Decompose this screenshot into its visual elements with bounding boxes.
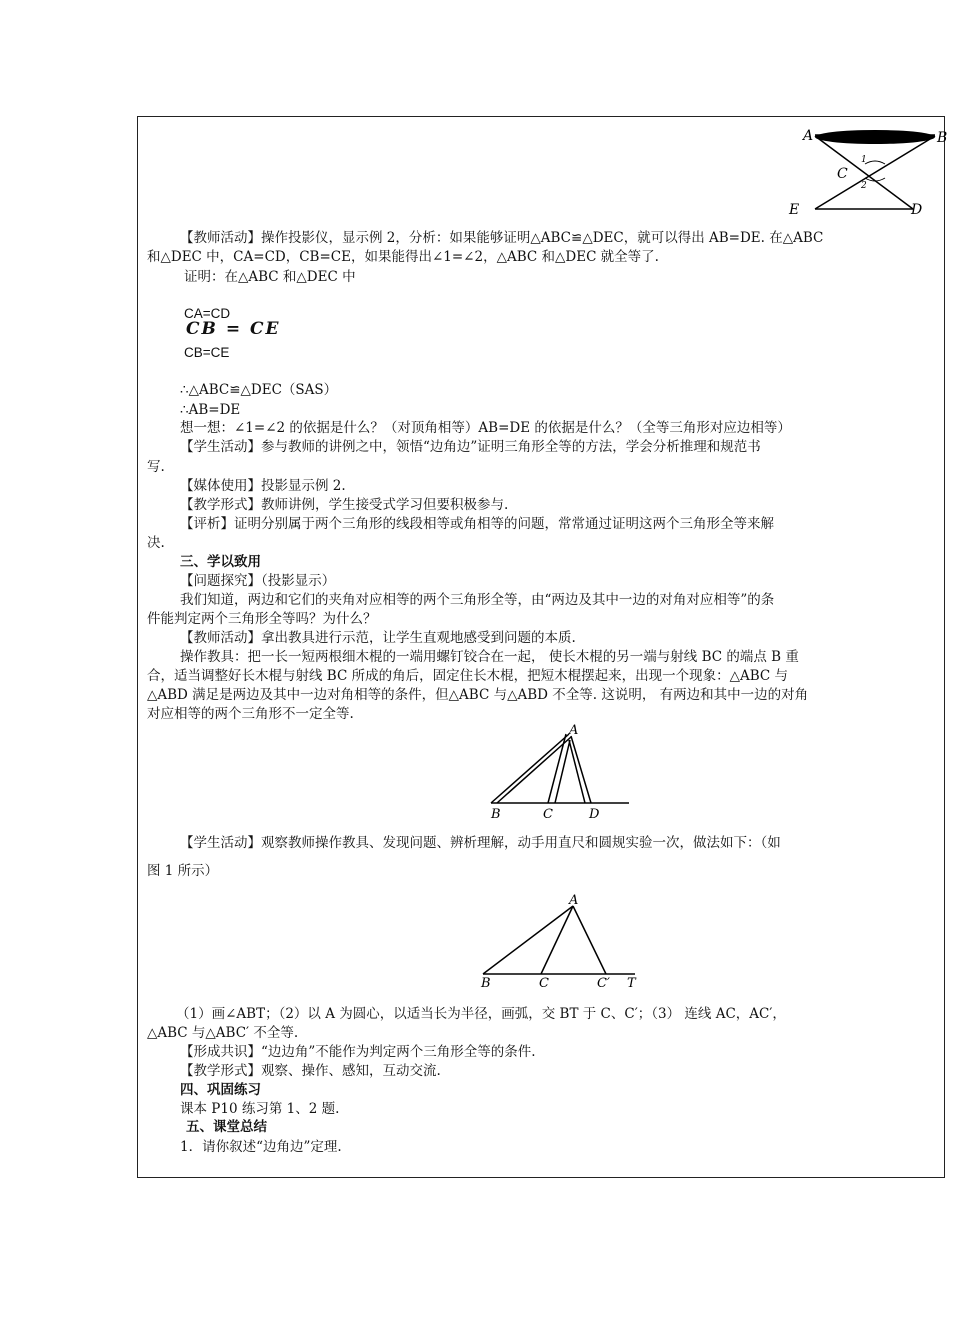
- fig2-label-d: D: [589, 807, 600, 822]
- paragraph: 合，适当调整好长木棍与射线 BC 所成的角后，固定住长木棍，把短木棍摆起来，出现一个现象：△ABC 与: [147, 668, 789, 684]
- paragraph: △ABC 与△ABC′ 不全等.: [147, 1025, 299, 1041]
- equation: CA=CD: [184, 306, 231, 321]
- figure-construction-abt: [473, 892, 648, 991]
- section-heading: 四、巩固练习: [180, 1082, 261, 1098]
- fig2-label-c: C: [543, 807, 553, 822]
- conclusion: ∴△ABC≌△DEC（SAS）: [180, 382, 338, 398]
- fig3-label-c: C: [539, 976, 549, 991]
- fig1-label-a: A: [803, 128, 814, 144]
- fig1-angle-1: 1: [861, 155, 867, 165]
- equation-math: CB = CE: [186, 319, 281, 339]
- paragraph: （1）画∠ABT；（2）以 A 为圆心，以适当长为半径，画弧，交 BT 于 C、C′；（3） 连线 AC，AC′，: [176, 1006, 786, 1022]
- fig2-label-a: A: [569, 723, 579, 738]
- paragraph: 【教师活动】拿出教具进行示范，让学生直观地感受到问题的本质.: [180, 630, 576, 646]
- paragraph: 课本 P10 练习第 1、2 题.: [180, 1101, 340, 1117]
- equation: CB=CE: [184, 345, 230, 360]
- paragraph: 【形成共识】“边边角”不能作为判定两个三角形全等的条件.: [180, 1044, 536, 1060]
- paragraph: 【教学形式】教师讲例，学生接受式学习但要积极参与.: [180, 497, 509, 513]
- fig1-label-d: D: [911, 202, 923, 218]
- section-heading: 三、学以致用: [180, 554, 261, 570]
- figure-sticks-abd: [483, 722, 643, 822]
- paragraph: 写.: [147, 459, 165, 475]
- fig3-label-t: T: [627, 976, 636, 991]
- paragraph: 【学生活动】参与教师的讲例之中，领悟“边角边”证明三角形全等的方法，学会分析推理和规范书: [180, 439, 761, 455]
- paragraph: 操作教具：把一长一短两根细木棍的一端用螺钉铰合在一起， 使长木棍的另一端与射线 BC 的端点 B 重: [180, 649, 799, 665]
- fig3-label-a: A: [569, 893, 579, 908]
- paragraph: 想一想：∠1=∠2 的依据是什么？（对顶角相等）AB=DE 的依据是什么？（全等三角形对应边相等）: [180, 420, 791, 436]
- fig1-angle-2: 2: [861, 181, 867, 191]
- fig1-label-b: B: [937, 130, 948, 146]
- fig1-label-c: C: [837, 166, 848, 182]
- paragraph: 【教师活动】操作投影仪，显示例 2，分析：如果能够证明△ABC≌△DEC，就可以得出 AB=DE. 在△ABC: [180, 230, 824, 246]
- paragraph: 件能判定两个三角形全等吗？为什么？: [147, 611, 377, 627]
- fig3-label-b: B: [481, 976, 491, 991]
- conclusion: ∴AB=DE: [180, 402, 241, 418]
- paragraph: 【媒体使用】投影显示例 2.: [180, 478, 346, 494]
- paragraph: 对应相等的两个三角形不一定全等.: [147, 706, 354, 722]
- fig2-label-b: B: [491, 807, 501, 822]
- paragraph: 图 1 所示）: [147, 863, 219, 879]
- paragraph: 我们知道，两边和它们的夹角对应相等的两个三角形全等，由“两边及其中一边的对角对应相等”的条: [180, 592, 775, 608]
- section-heading: 五、课堂总结: [186, 1119, 267, 1135]
- paragraph: 【评析】证明分别属于两个三角形的线段相等或角相等的问题，常常通过证明这两个三角形全等来解: [180, 516, 774, 532]
- paragraph: △ABD 满足是两边及其中一边对角相等的条件，但△ABC 与△ABD 不全等. 这说明， 有两边和其中一边的对角: [147, 687, 809, 703]
- fig1-label-e: E: [789, 202, 800, 218]
- proof-heading: 证明：在△ABC 和△DEC 中: [184, 269, 356, 285]
- paragraph: 【学生活动】观察教师操作教具、发现问题、辨析理解，动手用直尺和圆规实验一次，做法如下：（如: [180, 835, 781, 851]
- paragraph: 1．请你叙述“边角边”定理.: [180, 1139, 342, 1155]
- paragraph: 【问题探究】（投影显示）: [180, 573, 336, 589]
- figure-triangles-abc-dec: [789, 122, 955, 222]
- paragraph: 和△DEC 中，CA=CD，CB=CE，如果能得出∠1=∠2，△ABC 和△DEC 就全等了.: [147, 249, 659, 265]
- fig3-label-c-prime: C′: [597, 976, 610, 991]
- paragraph: 【教学形式】观察、操作、感知，互动交流.: [180, 1063, 441, 1079]
- paragraph: 决.: [147, 535, 165, 551]
